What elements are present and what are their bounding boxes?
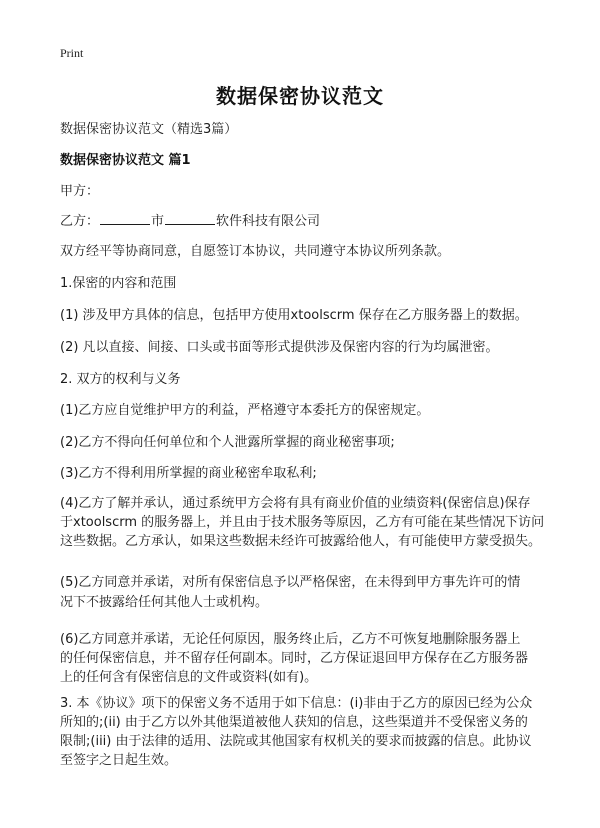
clause2-item1: (1)乙方应自觉维护甲方的利益，严格遵守本委托方的保密规定。 <box>60 403 430 418</box>
clause2-item4-line3: 这些数据。乙方承认，如果这些数据未经许可披露给他人，有可能使甲方蒙受损失。 <box>60 534 542 549</box>
clause2-title: 2. 双方的权利与义务 <box>60 372 181 387</box>
clause3-line4: 至签字之日起生效。 <box>60 753 178 768</box>
intro-paragraph: 双方经平等协商同意，自愿签订本协议，共同遵守本协议所列条款。 <box>60 244 451 259</box>
party-b-prefix: 乙方： <box>60 214 100 229</box>
clause2-item3: (3)乙方不得利用所掌握的商业秘密牟取私利; <box>60 466 317 481</box>
party-b-line <box>60 212 550 232</box>
clause3-line3: 限制;(iii) 由于法律的适用、法院或其他国家有权机关的要求而披露的信息。此协议 <box>60 734 532 749</box>
clause2-item4-line2: 于xtoolscrm 的服务器上，并且由于技术服务等原因，乙方有可能在某些情况下访问 <box>60 515 545 530</box>
clause3-line1: 3. 本《协议》项下的保密义务不适用于如下信息：(i)非由于乙方的原因已经为公众 <box>60 696 533 711</box>
clause2-item6-line1: (6)乙方同意并承诺，无论任何原因，服务终止后，乙方不可恢复地删除服务器上 <box>60 632 521 647</box>
document-title: 数据保密协议范文 <box>216 84 384 108</box>
party-a-line: 甲方： <box>60 184 100 199</box>
clause2-item2: (2)乙方不得向任何单位和个人泄露所掌握的商业秘密事项; <box>60 435 395 450</box>
section-heading: 数据保密协议范文 篇1 <box>60 153 191 168</box>
clause3-line2: 所知的;(ii) 由于乙方以外其他渠道被他人获知的信息，这些渠道并不受保密义务的 <box>60 715 528 730</box>
party-b-middle: 市 <box>151 214 165 229</box>
document-subtitle: 数据保密协议范文（精选3篇） <box>60 122 238 137</box>
company-blank <box>165 212 215 225</box>
city-blank <box>100 212 150 225</box>
clause1-item2: (2) 凡以直接、间接、口头或书面等形式提供涉及保密内容的行为均属泄密。 <box>60 340 499 355</box>
party-b-suffix: 软件科技有限公司 <box>216 214 321 229</box>
print-link[interactable]: Print <box>60 46 84 60</box>
clause2-item6-line2: 的任何保密信息，并不留存任何副本。同时，乙方保证退回甲方保存在乙方服务器 <box>60 651 529 666</box>
clause1-item1: (1) 涉及甲方具体的信息，包括甲方使用xtoolscrm 保存在乙方服务器上的数据。 <box>60 308 528 323</box>
clause2-item5-line1: (5)乙方同意并承诺，对所有保密信息予以严格保密，在未得到甲方事先许可的情 <box>60 575 521 590</box>
clause2-item6-line3: 上的任何含有保密信息的文件或资料(如有)。 <box>60 670 318 685</box>
clause2-item5-line2: 况下不披露给任何其他人士或机构。 <box>60 595 269 610</box>
clause2-item4-line1: (4)乙方了解并承认，通过系统甲方会将有具有商业价值的业绩资料(保密信息)保存 <box>60 496 531 511</box>
clause1-title: 1.保密的内容和范围 <box>60 276 177 291</box>
